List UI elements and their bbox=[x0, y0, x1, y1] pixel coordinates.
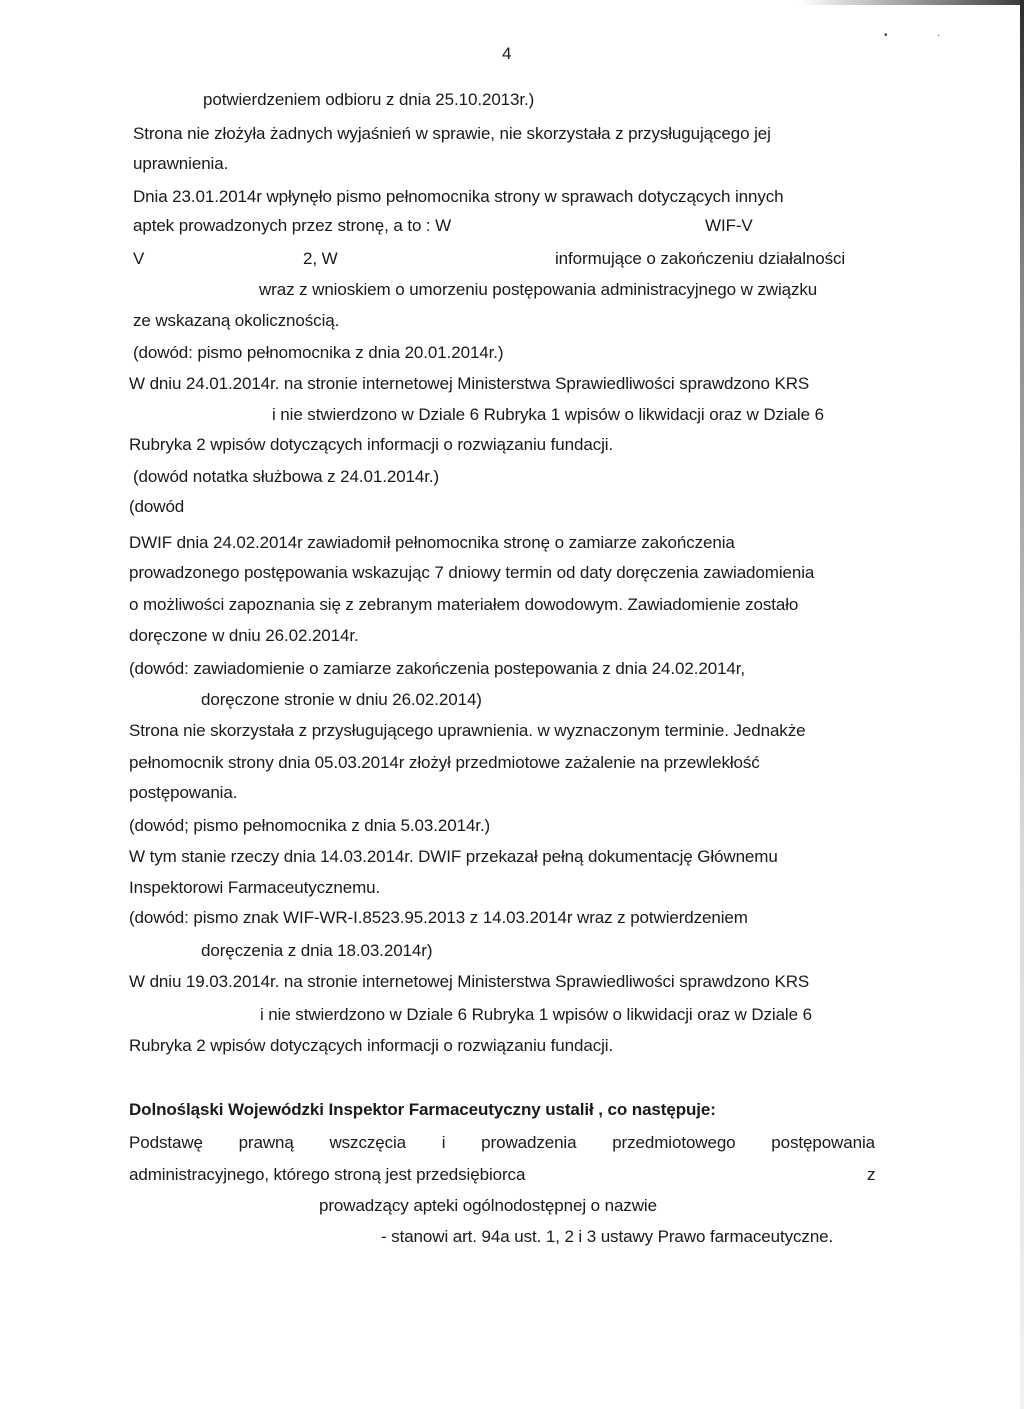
text-line-fragment: informujące o zakończeniu działalności bbox=[555, 249, 846, 268]
text-line: - stanowi art. 94a ust. 1, 2 i 3 ustawy Prawo farmaceutyczne. bbox=[381, 1227, 834, 1246]
word: wszczęcia bbox=[329, 1133, 407, 1152]
text-line: W tym stanie rzeczy dnia 14.03.2014r. DWIF przekazał pełną dokumentację Głównemu bbox=[129, 847, 778, 866]
word: Podstawę bbox=[129, 1133, 203, 1152]
text-line: W dniu 19.03.2014r. na stronie internetowej Ministerstwa Sprawiedliwości sprawdzono KRS bbox=[129, 972, 810, 991]
text-line: postępowania. bbox=[129, 783, 238, 802]
word: przedmiotowego bbox=[612, 1133, 736, 1152]
text-line: (dowód: zawiadomienie o zamiarze zakończenia postepowania z dnia 24.02.2014r, bbox=[129, 659, 746, 678]
text-line-fragment: 2, W bbox=[303, 249, 338, 268]
text-line: administracyjnego, którego stroną jest przedsiębiorca bbox=[129, 1165, 526, 1184]
text-line: (dowód notatka służbowa z 24.01.2014r.) bbox=[133, 467, 440, 486]
text-line: DWIF dnia 24.02.2014r zawiadomił pełnomocnika stronę o zamiarze zakończenia bbox=[129, 533, 735, 552]
text-line: doręczone w dniu 26.02.2014r. bbox=[129, 626, 359, 645]
text-line: (dowód: pismo znak WIF-WR-I.8523.95.2013 z 14.03.2014r wraz z potwierdzeniem bbox=[129, 908, 748, 927]
text-line: V bbox=[133, 249, 145, 268]
text-line-justified bbox=[129, 1133, 875, 1153]
text-line: i nie stwierdzono w Dziale 6 Rubryka 1 wpisów o likwidacji oraz w Dziale 6 bbox=[272, 405, 824, 424]
text-line: (dowód: pismo pełnomocnika z dnia 20.01.2014r.) bbox=[133, 343, 504, 362]
text-line-fragment: z bbox=[867, 1165, 876, 1184]
text-line: Rubryka 2 wpisów dotyczących informacji o rozwiązaniu fundacji. bbox=[129, 1036, 614, 1055]
text-line: Inspektorowi Farmaceutycznemu. bbox=[129, 878, 381, 897]
text-line-fragment: WIF-V bbox=[705, 216, 753, 235]
text-line: o możliwości zapoznania się z zebranym materiałem dowodowym. Zawiadomienie zostało bbox=[129, 595, 799, 614]
text-line: doręczone stronie w dniu 26.02.2014) bbox=[201, 690, 482, 709]
word: prowadzenia bbox=[481, 1133, 577, 1152]
word: postępowania bbox=[771, 1133, 875, 1152]
text-line: Strona nie złożyła żadnych wyjaśnień w sprawie, nie skorzystała z przysługującego jej bbox=[133, 124, 771, 143]
text-line: (dowód bbox=[129, 497, 185, 516]
text-line: Strona nie skorzystała z przysługującego uprawnienia. w wyznaczonym terminie. Jednakże bbox=[129, 721, 806, 740]
text-line: ze wskazaną okolicznością. bbox=[133, 311, 340, 330]
section-heading: Dolnośląski Wojewódzki Inspektor Farmaceutyczny ustalił , co następuje: bbox=[129, 1100, 716, 1119]
text-line: Rubryka 2 wpisów dotyczących informacji o rozwiązaniu fundacji. bbox=[129, 435, 614, 454]
scan-edge-top bbox=[0, 0, 1024, 5]
page-number: 4 bbox=[502, 44, 512, 63]
text-line: Dnia 23.01.2014r wpłynęło pismo pełnomocnika strony w sprawach dotyczących innych bbox=[133, 187, 784, 206]
text-line: potwierdzeniem odbioru z dnia 25.10.2013r.) bbox=[203, 90, 535, 109]
text-line: pełnomocnik strony dnia 05.03.2014r złożył przedmiotowe zażalenie na przewlekłość bbox=[129, 753, 760, 772]
text-line: prowadzonego postępowania wskazując 7 dniowy termin od daty doręczenia zawiadomienia bbox=[129, 563, 815, 582]
text-line: uprawnienia. bbox=[133, 154, 229, 173]
text-line: i nie stwierdzono w Dziale 6 Rubryka 1 wpisów o likwidacji oraz w Dziale 6 bbox=[260, 1005, 812, 1024]
word: i bbox=[441, 1133, 446, 1152]
text-line: doręczenia z dnia 18.03.2014r) bbox=[201, 941, 433, 960]
scan-edge-right bbox=[1020, 0, 1024, 1409]
text-line: W dniu 24.01.2014r. na stronie internetowej Ministerstwa Sprawiedliwości sprawdzono KRS bbox=[129, 374, 810, 393]
scan-speck: • bbox=[884, 30, 888, 41]
text-line: prowadzący apteki ogólnodostępnej o nazwie bbox=[319, 1196, 657, 1215]
word: prawną bbox=[238, 1133, 294, 1152]
text-line: wraz z wnioskiem o umorzeniu postępowania administracyjnego w związku bbox=[259, 280, 818, 299]
text-line: (dowód; pismo pełnomocnika z dnia 5.03.2014r.) bbox=[129, 816, 491, 835]
scan-speck: · bbox=[937, 30, 941, 41]
text-line: aptek prowadzonych przez stronę, a to : W bbox=[133, 216, 452, 235]
